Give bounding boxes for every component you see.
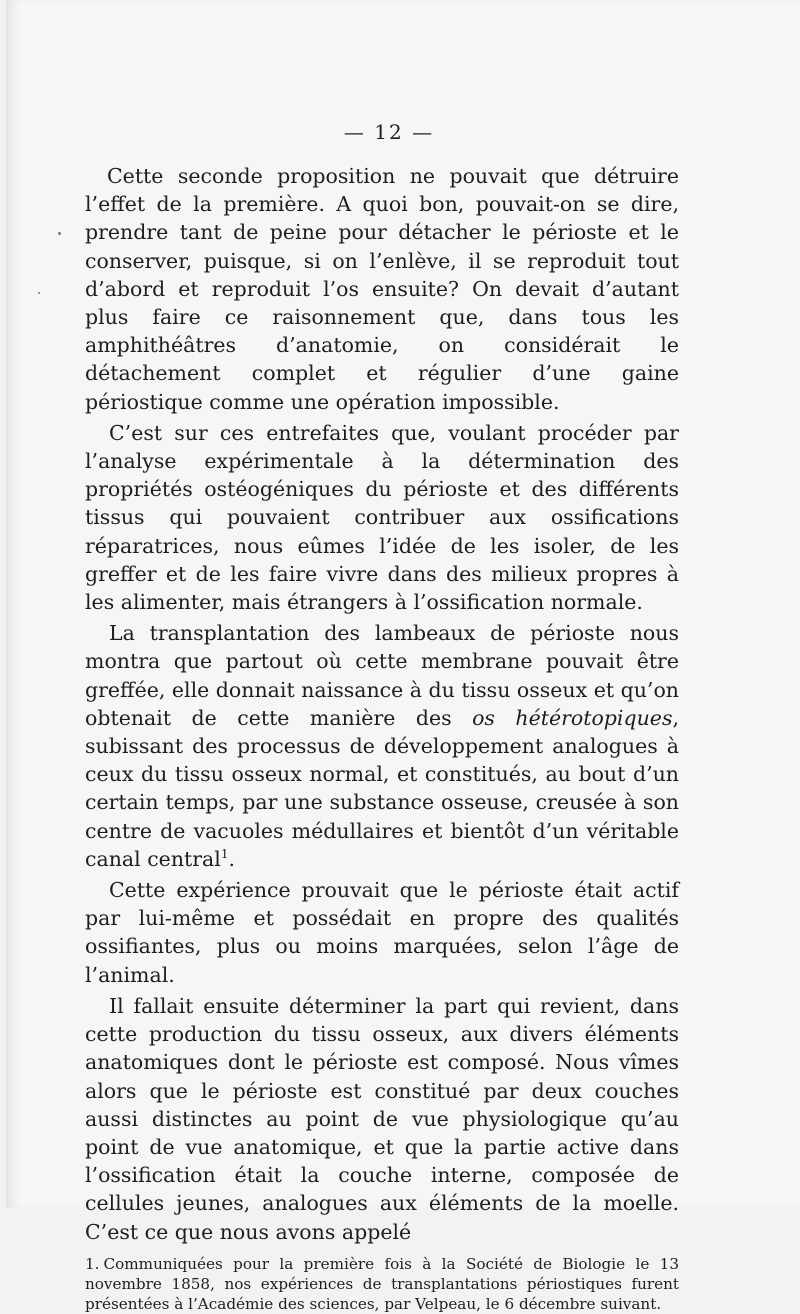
ink-speck xyxy=(38,292,40,294)
paragraph xyxy=(85,619,679,873)
footnote xyxy=(85,1254,679,1314)
footnote-number: 1. xyxy=(85,1254,100,1273)
text-run: , subissant des processus de développement analogues à ceux du tissu osseux normal, et constitués, au bout d’un certain temps, par une substance osseuse, creusée à son centre de vacuoles médullaires et bientôt d’un véritable canal central xyxy=(85,705,679,871)
paragraph xyxy=(85,162,679,416)
text-run: La transplantation des lambeaux de périoste nous montra que partout où cette membrane pouvait être greffée, elle donnait naissance à du tissu osseux et qu’on obtenait de cette manière des xyxy=(85,621,679,730)
book-page xyxy=(6,0,800,1313)
text-run: C’est sur ces entrefaites que, voulant procéder par l’analyse expérimentale à la détermination des propriétés ostéogéniques du périoste et des différents tissus qui pouvaient contribuer aux ossifications réparatrices, nous eûmes l’idée de les isoler, de les greffer et de les faire vivre dans des milieux propres à les alimenter, mais étrangers à l’ossification normale. xyxy=(85,420,679,615)
footnote-text: Communiquées pour la première fois à la Société de Biologie le 13 novembre 1858, nos expériences de transplantations périostiques furent présentées à l’Académie des sciences, par Velpeau, le 6 décembre suivant. xyxy=(85,1254,679,1313)
body-text xyxy=(85,162,679,1246)
paragraph xyxy=(85,419,679,616)
text-run: . xyxy=(228,846,236,871)
footnote-reference: 1 xyxy=(220,847,229,862)
italic-term: os hétérotopiques xyxy=(472,705,673,730)
paragraph xyxy=(85,876,679,989)
text-run: Cette seconde proposition ne pouvait que détruire l’effet de la première. A quoi bon, pouvait-on se dire, prendre tant de peine pour détacher le périoste et le conserver, puisque, si on l’enlève, il se reproduit tout d’abord et reproduit l’os ensuite? On devait d’autant plus faire ce raisonnement que, dans tous les amphithéâtres d’anatomie, on considérait le détachement complet et régulier d’une gaine périostique comme une opération impossible. xyxy=(85,164,679,414)
page-number: — 12 — xyxy=(343,120,435,144)
ink-speck xyxy=(58,232,61,235)
text-run: Cette expérience prouvait que le périoste était actif par lui-même et possédait en propre des qualités ossifiantes, plus ou moins marquées, selon l’âge de l’animal. xyxy=(85,878,679,987)
text-run: Il fallait ensuite déterminer la part qui revient, dans cette production du tissu osseux, aux divers éléments anatomiques dont le périoste est composé. Nous vîmes alors que le périoste est constitué par deux couches aussi distinctes au point de vue physiologique qu’au point de vue anatomique, et que la partie active dans l’ossification était la couche interne, composée de cellules jeunes, analogues aux éléments de la moelle. C’est ce que nous avons appelé xyxy=(85,993,679,1244)
page-content xyxy=(85,118,679,1314)
